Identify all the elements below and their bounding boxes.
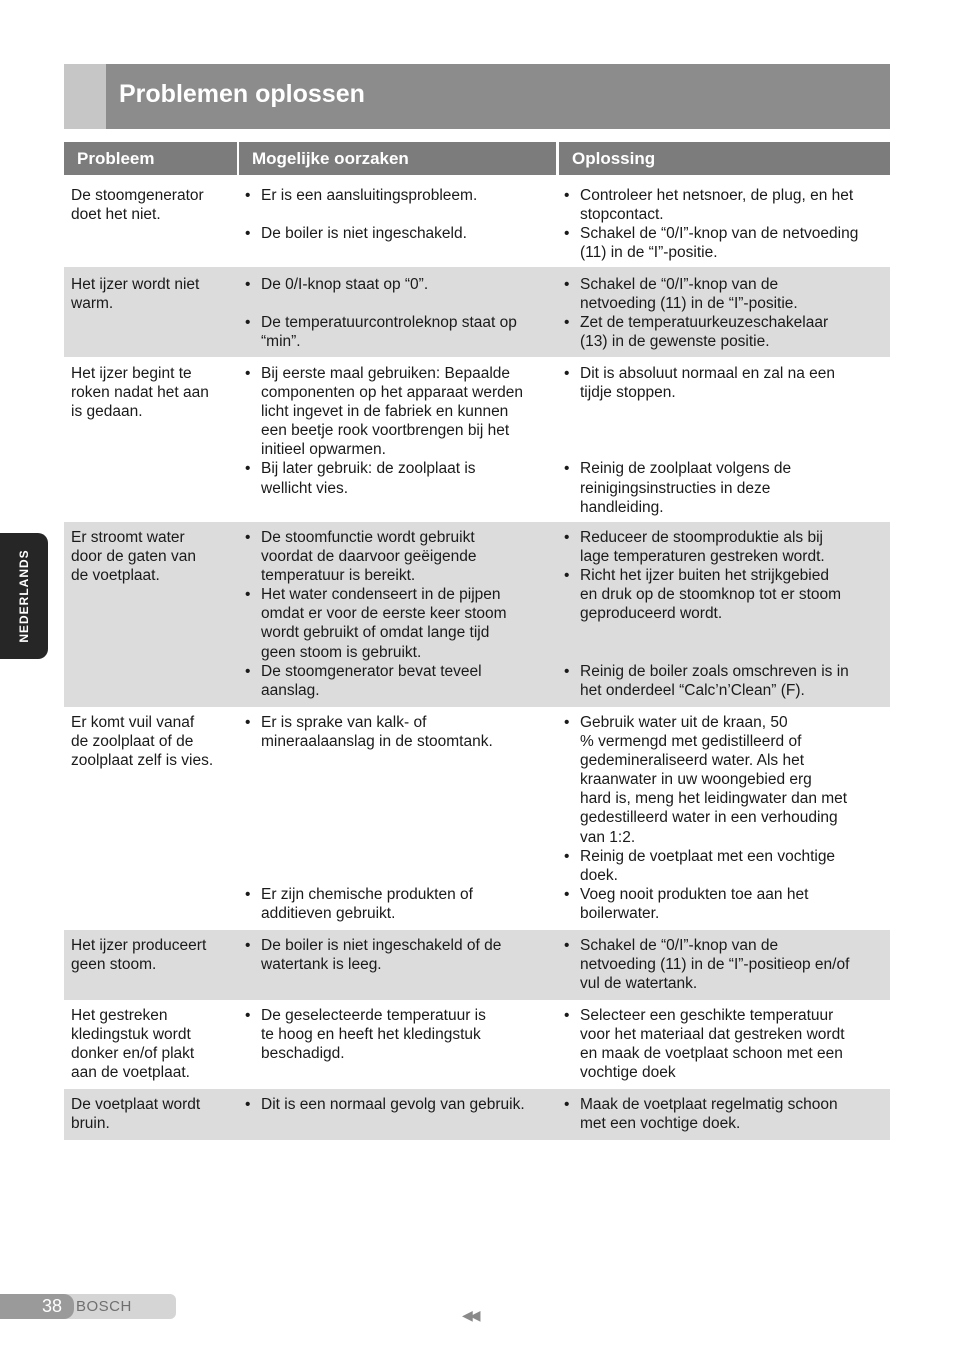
solution-text-line: gedemineraliseerd water. Als het — [580, 752, 805, 770]
solution-text-line: • Voeg nooit produkten toe aan het — [580, 885, 809, 903]
solution-text-line: • Schakel de “0/I”-knop van de — [580, 937, 779, 954]
cause-text-line: wordt gebruikt of omdat lange tijd — [261, 624, 490, 642]
cause-item — [245, 459, 558, 497]
language-side-tab — [0, 533, 48, 659]
problem-text-line: roken nadat het aan — [71, 384, 209, 402]
solution-text-line: % vermengd met gedistilleerd of — [580, 733, 802, 751]
cause-text-line: beschadigd. — [261, 1045, 345, 1063]
solution-cell — [558, 357, 890, 522]
table-row — [64, 707, 890, 930]
troubleshooting-table — [64, 142, 890, 1140]
problem-cell — [64, 930, 239, 1000]
solution-text-line: met een vochtige doek. — [580, 1115, 741, 1133]
cause-text-line: te hoog en heeft het kledingstuk — [261, 1026, 481, 1044]
cause-item — [245, 275, 558, 294]
cause-text-line: • Er is een aansluitingsprobleem. — [261, 187, 478, 204]
problem-text-line: de zoolplaat of de — [71, 733, 194, 751]
problem-text-line: aan de voetplaat. — [71, 1064, 190, 1082]
header-probleem: Probleem — [64, 142, 237, 175]
solution-text-line: • Reinig de zoolplaat volgens de — [580, 460, 792, 478]
solution-text-line: het onderdeel “Calc’n’Clean” (F). — [580, 681, 805, 699]
table-row — [64, 267, 890, 357]
solution-text-line: gedestilleerd water in een verhouding — [580, 809, 838, 827]
cause-cell — [239, 522, 558, 707]
cause-cell — [239, 357, 558, 522]
cause-text-line: omdat er voor de eerste keer stoom — [261, 605, 507, 623]
problem-text-line: zoolplaat zelf is vies. — [71, 752, 214, 770]
cause-cell — [239, 707, 558, 930]
solution-text-line: reinigingsinstructies in deze — [580, 479, 771, 497]
table-row — [64, 357, 890, 522]
problem-text-line: donker en/of plakt — [71, 1045, 195, 1063]
solution-cell — [558, 176, 890, 267]
title-accent-block — [64, 64, 106, 129]
solution-text-line: doek. — [580, 866, 618, 884]
page-title: Problemen oplossen — [119, 80, 365, 108]
cause-item — [245, 364, 558, 459]
table-row — [64, 176, 890, 267]
cause-text-line: “min”. — [261, 333, 301, 351]
problem-cell — [64, 1089, 239, 1140]
problem-text-line: De voetplaat wordt — [71, 1096, 201, 1113]
cause-cell — [239, 1089, 558, 1140]
cause-text-line: • Er zijn chemische produkten of — [261, 885, 473, 903]
solution-item — [564, 186, 890, 224]
solution-item — [564, 313, 890, 351]
problem-text-line: Er komt vuil vanaf — [71, 714, 195, 731]
problem-text-line: Het ijzer begint te — [71, 365, 192, 382]
solution-text-line: • Dit is absoluut normaal en zal na een — [580, 365, 836, 382]
problem-text-line: Er stroomt water — [71, 529, 185, 546]
cause-text-line: componenten op het apparaat werden — [261, 384, 523, 402]
cause-text-line: geen stoom is gebruikt. — [261, 643, 422, 661]
page-number: 38 — [42, 1296, 63, 1316]
cause-text-line: temperatuur is bereikt. — [261, 567, 416, 585]
solution-cell — [558, 707, 890, 930]
cause-text-line: • Het water condenseert in de pijpen — [261, 586, 501, 604]
solution-text-line: • Maak de voetplaat regelmatig schoon — [580, 1096, 838, 1113]
solution-text-line: hard is, meng het leidingwater dan met — [580, 790, 848, 808]
cause-item — [245, 528, 558, 585]
cause-item — [245, 224, 558, 243]
cause-text-line: mineraalaanslag in de stoomtank. — [261, 733, 493, 751]
solution-item — [564, 275, 890, 313]
problem-cell — [64, 357, 239, 522]
solution-text-line: vul de watertank. — [580, 975, 698, 993]
cause-text-line: • De temperatuurcontroleknop staat op — [261, 314, 517, 332]
cause-text-line: • De 0/I-knop staat op “0”. — [261, 276, 429, 293]
problem-text-line: Het ijzer wordt niet — [71, 276, 200, 293]
problem-text-line: is gedaan. — [71, 403, 143, 421]
solution-text-line: lage temperaturen gestreken wordt. — [580, 548, 825, 566]
solution-item — [564, 847, 890, 885]
solution-text-line: • Richt het ijzer buiten het strijkgebied — [580, 567, 829, 585]
cause-item — [245, 1095, 558, 1114]
solution-text-line: tijdje stoppen. — [580, 384, 676, 402]
cause-text-line: • Bij later gebruik: de zoolplaat is — [261, 460, 476, 478]
cause-item — [245, 1006, 558, 1063]
solution-text-line: • Gebruik water uit de kraan, 50 — [580, 714, 788, 731]
cause-text-line: voordat de daarvoor geëigende — [261, 548, 477, 566]
solution-text-line: • Schakel de “0/I”-knop van de — [580, 276, 779, 293]
cause-item — [245, 313, 558, 351]
solution-text-line: netvoeding (11) in de “I”-positieop en/of — [580, 956, 850, 974]
problem-cell — [64, 267, 239, 357]
solution-text-line: (11) in de “I”-positie. — [580, 244, 718, 262]
solution-text-line: stopcontact. — [580, 206, 664, 224]
solution-text-line: • Reinig de voetplaat met een vochtige — [580, 847, 836, 865]
double-left-arrow-icon: ◀◀ — [462, 1307, 478, 1323]
cause-item — [245, 885, 558, 923]
solution-cell — [558, 930, 890, 1000]
problem-cell — [64, 1000, 239, 1089]
problem-text-line: kledingstuk wordt — [71, 1026, 191, 1044]
page-title-bar — [64, 64, 890, 129]
solution-item — [564, 1095, 890, 1133]
solution-text-line: • Reinig de boiler zoals omschreven is in — [580, 662, 849, 680]
solution-item — [564, 662, 890, 700]
cause-text-line: initieel opwarmen. — [261, 441, 386, 459]
header-oplossing: Oplossing — [559, 142, 890, 175]
table-body — [64, 176, 890, 1140]
cause-item — [245, 936, 558, 974]
solution-item — [564, 528, 890, 566]
solution-text-line: voor het materiaal dat gestreken wordt — [580, 1026, 845, 1044]
cause-text-line: • De geselecteerde temperatuur is — [261, 1007, 486, 1024]
problem-text-line: Het gestreken — [71, 1007, 168, 1024]
solution-text-line: netvoeding (11) in de “I”-positie. — [580, 295, 798, 313]
solution-text-line: vochtige doek — [580, 1064, 676, 1082]
problem-text-line: De stoomgenerator — [71, 187, 204, 204]
solution-text-line: geproduceerd wordt. — [580, 605, 723, 623]
problem-text-line: warm. — [71, 295, 114, 313]
table-header-row — [64, 142, 890, 175]
cause-text-line: • De boiler is niet ingeschakeld. — [261, 225, 467, 243]
language-side-tab-label: NEDERLANDS — [17, 549, 31, 643]
solution-text-line: handleiding. — [580, 498, 664, 516]
solution-cell — [558, 1089, 890, 1140]
table-row — [64, 1000, 890, 1089]
table-row — [64, 522, 890, 707]
solution-cell — [558, 522, 890, 707]
problem-cell — [64, 176, 239, 267]
table-row — [64, 1089, 890, 1140]
cause-text-line: • De boiler is niet ingeschakeld of de — [261, 937, 502, 954]
solution-item — [564, 459, 890, 516]
solution-text-line: • Schakel de “0/I”-knop van de netvoeding — [580, 225, 859, 243]
cause-text-line: • Bij eerste maal gebruiken: Bepaalde — [261, 365, 511, 382]
cause-item — [245, 585, 558, 661]
solution-text-line: en maak de voetplaat schoon met een — [580, 1045, 843, 1063]
solution-text-line: • Controleer het netsnoer, de plug, en het — [580, 187, 854, 204]
solution-text-line: • Selecteer een geschikte temperatuur — [580, 1007, 834, 1024]
cause-text-line: • De stoomgenerator bevat teveel — [261, 662, 482, 680]
cause-cell — [239, 930, 558, 1000]
problem-text-line: bruin. — [71, 1115, 110, 1133]
cause-item — [245, 662, 558, 700]
cause-cell — [239, 1000, 558, 1089]
cause-text-line: • De stoomfunctie wordt gebruikt — [261, 529, 475, 546]
solution-text-line: kraanwater in uw woongebied erg — [580, 771, 812, 789]
problem-cell — [64, 707, 239, 930]
solution-text-line: en druk op de stoomknop tot er stoom — [580, 586, 842, 604]
problem-text-line: de voetplaat. — [71, 567, 160, 585]
brand-name: BOSCH — [76, 1298, 132, 1315]
cause-cell — [239, 176, 558, 267]
page-number-badge — [0, 1294, 74, 1319]
solution-item — [564, 224, 890, 262]
problem-text-line: doet het niet. — [71, 206, 161, 224]
cause-text-line: • Er is sprake van kalk- of — [261, 714, 427, 731]
cause-text-line: een beetje rook voortbrengen bij het — [261, 422, 510, 440]
problem-text-line: geen stoom. — [71, 956, 157, 974]
cause-text-line: additieven gebruikt. — [261, 904, 396, 922]
cause-text-line: licht ingevet in de fabriek en kunnen — [261, 403, 509, 421]
table-row — [64, 930, 890, 1000]
solution-item — [564, 885, 890, 923]
solution-item — [564, 936, 890, 993]
solution-cell — [558, 267, 890, 357]
solution-text-line: • Reduceer de stoomproduktie als bij — [580, 529, 823, 546]
solution-item — [564, 364, 890, 402]
solution-item — [564, 713, 890, 847]
cause-text-line: watertank is leeg. — [261, 956, 382, 974]
solution-text-line: (13) in de gewenste positie. — [580, 333, 770, 351]
solution-text-line: van 1:2. — [580, 828, 636, 846]
cause-item — [245, 186, 558, 205]
solution-item — [564, 1006, 890, 1082]
cause-cell — [239, 267, 558, 357]
solution-text-line: boilerwater. — [580, 904, 660, 922]
header-oorzaken: Mogelijke oorzaken — [239, 142, 556, 175]
solution-text-line: • Zet de temperatuurkeuzeschakelaar — [580, 314, 829, 332]
cause-text-line: aanslag. — [261, 681, 320, 699]
problem-cell — [64, 522, 239, 707]
solution-cell — [558, 1000, 890, 1089]
problem-text-line: Het ijzer produceert — [71, 937, 207, 954]
solution-item — [564, 566, 890, 623]
cause-text-line: wellicht vies. — [261, 479, 348, 497]
cause-item — [245, 713, 558, 751]
cause-text-line: • Dit is een normaal gevolg van gebruik. — [261, 1096, 525, 1113]
problem-text-line: door de gaten van — [71, 548, 196, 566]
